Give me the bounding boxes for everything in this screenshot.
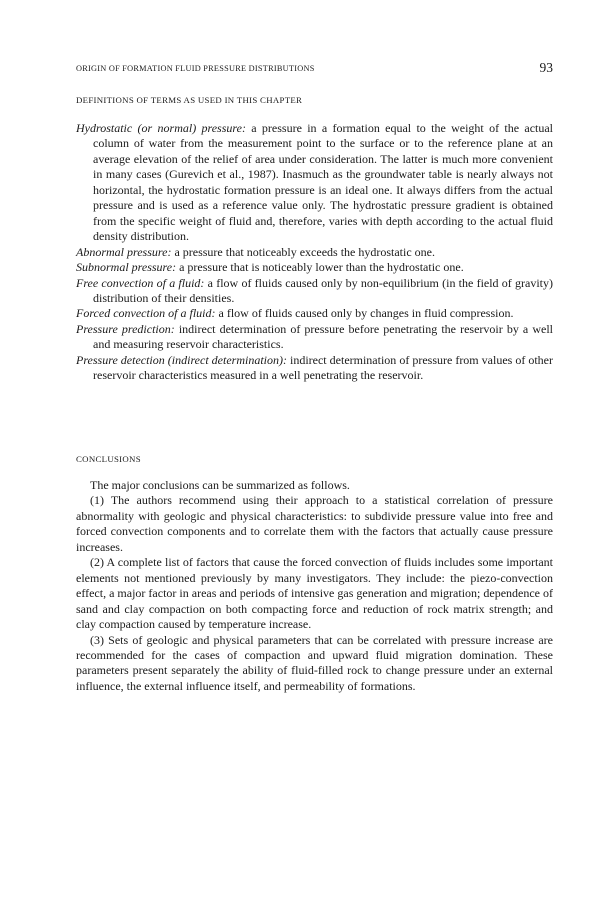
definition-text: indirect determination of pressure from values of other reservoir characteristics measured in a well penetrating the reservoir.	[93, 352, 553, 383]
definition-term: Free convection of a fluid:	[76, 275, 205, 290]
conclusions-paragraph: (3) Sets of geologic and physical parameters that can be correlated with pressure increase are recommended for the cases of compaction and upward fluid migration domination. These parameters present separately the ability of fluid-filled rock to change pressure under an external influence, the external influence itself, and permeability of formations.	[76, 632, 553, 693]
definition-text: a flow of fluids caused only by non-equilibrium (in the field of gravity) distribution of their densities.	[93, 275, 553, 305]
definition-text: a pressure that is noticeably lower than the hydrostatic one.	[176, 260, 464, 275]
page-number: 93	[539, 60, 553, 75]
definition-term: Forced convection of a fluid:	[76, 306, 216, 321]
definition-text: a flow of fluids caused only by changes in fluid compression.	[215, 306, 514, 321]
running-head	[76, 60, 553, 77]
definition-pressure-prediction	[76, 322, 553, 353]
definitions-list	[76, 121, 553, 384]
conclusions-body	[76, 478, 553, 694]
conclusions-paragraph: (2) A complete list of factors that cause the forced convection of fluids includes some important elements not mentioned previously by many investigators. They include: the piezo-convection effect, a major factor in areas and periods of intensive gas generation and migration; dependence of sand and clay compaction on both compacting force and reduction of rock matrix strength; and clay compaction caused by temperature increase.	[76, 555, 553, 632]
definition-free-convection	[76, 276, 553, 307]
definition-term: Hydrostatic (or normal) pressure:	[76, 121, 246, 135]
definition-text: a pressure that noticeably exceeds the hydrostatic one.	[171, 244, 436, 259]
definition-term: Subnormal pressure:	[76, 260, 177, 275]
definition-pressure-detection	[76, 353, 553, 384]
definition-term: Abnormal pressure:	[76, 244, 172, 259]
definition-text: indirect determination of pressure before penetrating the reservoir by a well and measuring reservoir characteristics.	[93, 321, 553, 352]
definition-hydrostatic-pressure	[76, 121, 553, 245]
conclusions-heading: CONCLUSIONS	[76, 454, 141, 464]
definition-subnormal-pressure	[76, 260, 553, 275]
conclusions-paragraph: The major conclusions can be summarized as follows.	[90, 478, 350, 492]
definition-term: Pressure prediction:	[76, 321, 175, 336]
definition-abnormal-pressure	[76, 245, 553, 260]
definition-text: a pressure in a formation equal to the weight of the actual column of water from the measurement point to the surface or to the reference plane at an average elevation of the relief of area under consideration. The latter is much more convenient in many cases (Gurevich et al., 1987). Inasmuch as the groundwater table is nearly always not horizontal, the hydrostatic formation pressure is an ideal one. It always differs from the actual pressure and is used as a reference value only. The hydrostatic pressure gradient is obtained from the specific weight of fluid and, therefore, varies with depth according to the actual fluid density distribution.	[93, 121, 554, 244]
conclusions-paragraph: (1) The authors recommend using their approach to a statistical correlation of pressure abnormality with geologic and physical characteristics: to subdivide pressure value into free and forced convection components and to correlate them with the factors that actually cause pressure increases.	[76, 493, 553, 554]
running-title: ORIGIN OF FORMATION FLUID PRESSURE DISTRIBUTIONS	[76, 64, 315, 73]
definition-forced-convection	[76, 306, 553, 321]
definitions-heading: DEFINITIONS OF TERMS AS USED IN THIS CHAPTER	[76, 95, 303, 105]
definition-term: Pressure detection (indirect determination):	[76, 352, 287, 367]
